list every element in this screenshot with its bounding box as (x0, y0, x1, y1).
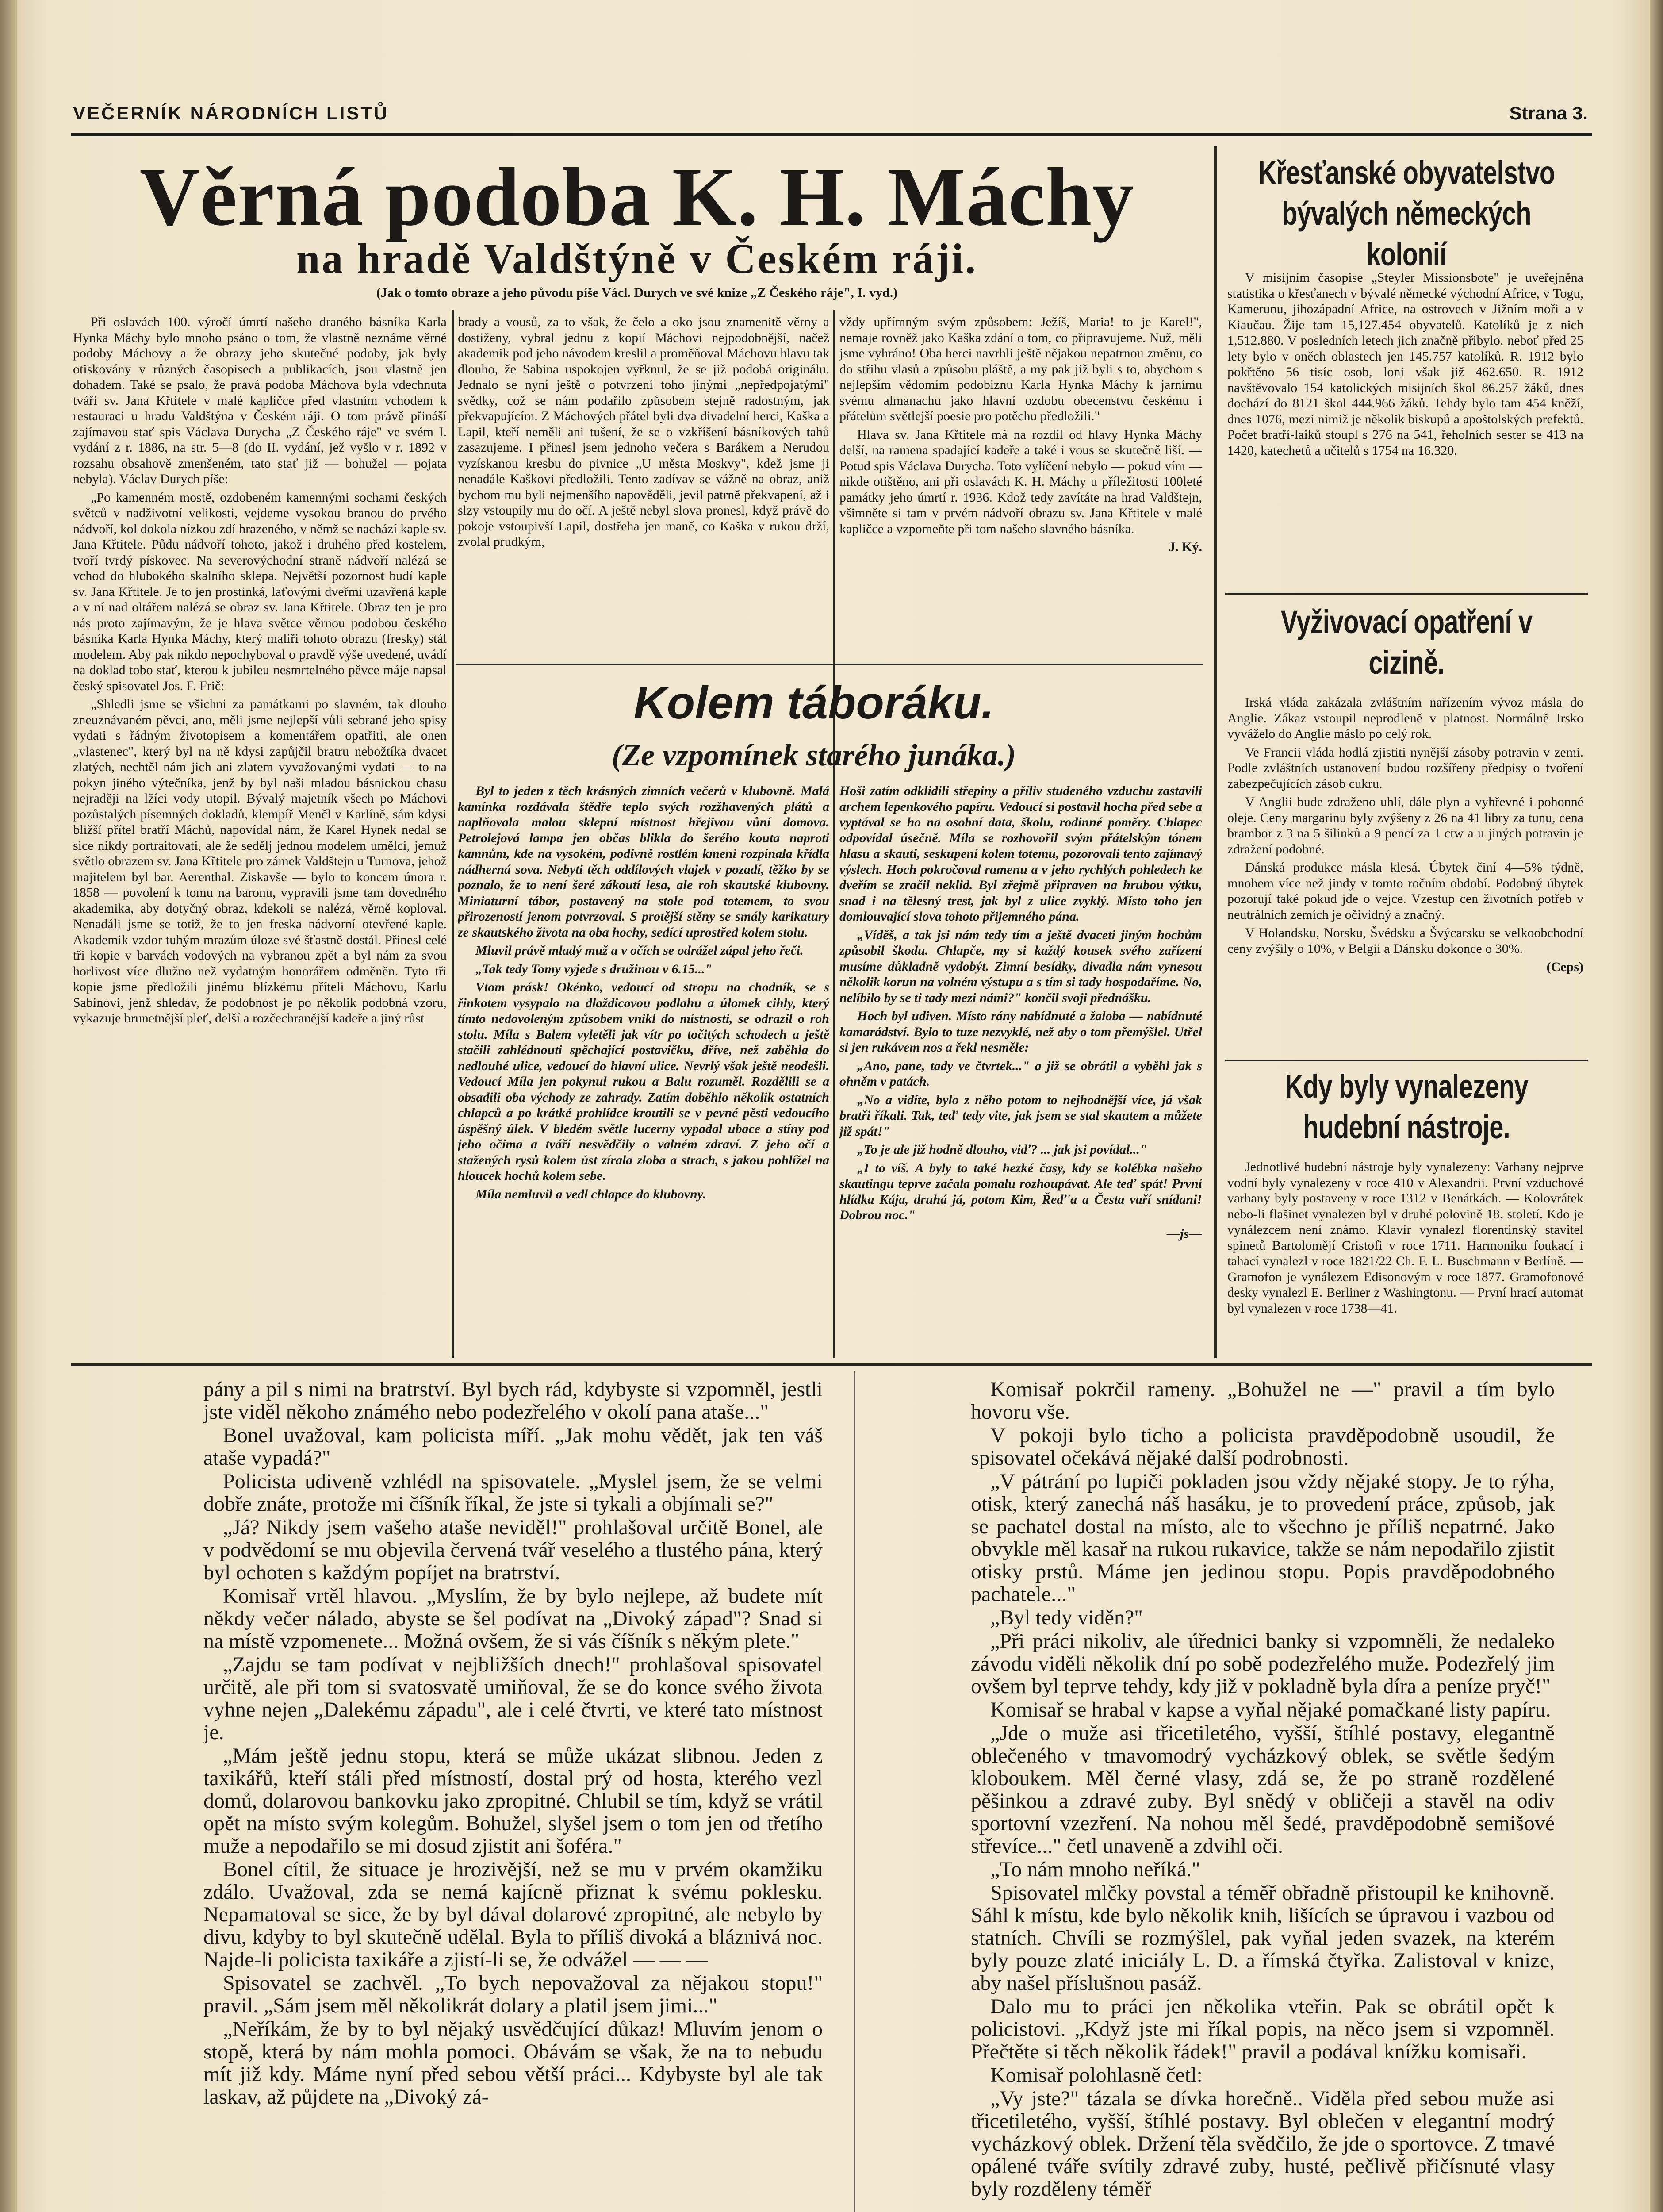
campfire-column-2 (839, 783, 1202, 1358)
news-source: (Ceps) (1546, 960, 1583, 974)
section-rule (456, 664, 1203, 665)
section-rule (1225, 1060, 1588, 1061)
paragraph: Dánská produkce másla klesá. Úbytek činí 4—5% týdně, mnohem více než jindy v tomto ročním období. Podobný úbytek pozorují také pokud jde o vejce. Vzestup cen životních potřeb v neutrálních zemích je očividný a značný. (1227, 860, 1583, 922)
paragraph: „Ano, pane, tady ve čtvrtek..." a již se obrátil a vyběhl jak s ohněm v patách. (839, 1058, 1202, 1089)
paragraph: „V pátrání po lupiči pokladen jsou vždy nějaké stopy. Je to rýha, otisk, který zanechá náš hasáku, je to provedení práce, způsob, jak se pachatel dostal na místo, ale to všechno je příliš nepatrné. Jako obvykle měl kasař na rukou rukavice, takže se nám nepodařilo zjistit otisky prstů. Máme jen jedinou stopu. Popis pravděpodobného pachatele..." (971, 1470, 1555, 1606)
header-rule (71, 133, 1592, 136)
paragraph: „Jde o muže asi třicetiletého, vyšší, štíhlé postavy, elegantně oblečeného v tmavomodrý vycházkový oblek, se světle šedým kloboukem. Měl černé vlasy, zdá se, že po straně rozdělené pěšinkou a zdravé zuby. Byl snědý v obličeji a stavěl na odiv sportovní vzezření. Na nohou měl šedé, pravděpodobně semišové střevíce..." četl unaveně a zdvihl oči. (971, 1721, 1555, 1858)
paragraph: „Zajdu se tam podívat v nejbližších dnech!" prohlašoval spisovatel určitě, ale při tom si svatosvatě umiňoval, že se do konce svého života vyhne nejen „Dalekému západu", ale i celé čtvrti, ve které tato místnost je. (203, 1653, 823, 1744)
paragraph: „To je ale již hodně dlouho, viď? ... jak jsi povídal..." (857, 1142, 1147, 1157)
article-signature: —js— (1166, 1226, 1202, 1241)
paragraph: V Anglii bude zdraženo uhlí, dále plyn a vyhřevné i pohonné oleje. Ceny margarinu byly zvýšeny z 26 na 41 libry za tunu, cena brambor z 3 na 5 šilinků a 9 pencí za 1 ctw a u jiných potravin je zdražení podobné. (1227, 795, 1583, 856)
paragraph: „Vy jste?" tázala se dívka horečně.. Viděla před sebou muže asi třicetiletého, vyšší, štíhlé postavy. Byl oblečen v elegantní modrý vycházkový oblek. Držení těla svědčilo, že jde o sportovce. Z tmavé opálené tváře svítily zdravé zuby, husté, pečlivě přičísnuté vlasy byly rozděleny téměř (971, 2087, 1555, 2200)
page-label: Strana 3. (1509, 103, 1588, 123)
paragraph: Vtom prásk! Okénko, vedoucí od stropu na chodník, se s řinkotem vysypalo na dlaždicovou podlahu a úlomek cihly, který tímto nedovoleným způsobem vnikl do místnosti, se odrazil o roh stolu. Míla s Balem vyletěli jak vítr po točitých schodech a ještě stačili zahlédnouti spěchající postavičku, dříve, než zaběhla do nedlouhé ulice, vedoucí do hlavní ulice. Nevrlý však ještě neodešli. Vedoucí Míla jen pokynul rukou a Balu rozuměl. Rozdělili se a obsadili oba východy ze zahrady. Zatím doběhlo několik ostatních chlapců a po krátké prohlídce kroutili se v pevné pěsti vedoucího úspěšný úlek. V bledém světle lucerny vypadal ubace a stíny pod jeho očima a tváří nesvědčily o valném zdraví. Z jeho očí a stažených rysů kolem úst zírala zloba a strach, s jakou pohlížel na hloucek hochů kolem sebe. (458, 980, 829, 1183)
column-rule (833, 310, 835, 1358)
christians-title: Křesťanské obyvatelstvo bývalých německých kolonií (1258, 154, 1555, 273)
macha-column-1 (73, 314, 447, 1305)
page-edge-right (1650, 0, 1663, 2212)
macha-column-2 (458, 314, 829, 659)
paragraph: Policista udiveně vzhlédl na spisovatele. „Myslel jsem, že se velmi dobře znáte, protože mi číšník říkal, že jste si tykali a objímali se?" (203, 1470, 823, 1516)
paragraph: „I to víš. A byly to také hezké časy, kdy se kolébka našeho skautingu teprve začala pomalu rozhoupávat. Ale teď spát! První hlídka Kája, druhá já, potom Kim, Řeď'a a Česta vaří snídani! Dobrou noc." (839, 1160, 1202, 1222)
paragraph: V pokoji bylo ticho a policista pravděpodobně usoudil, že spisovatel očekává nějaké další podrobnosti. (971, 1424, 1555, 1470)
paper-name: VEČERNÍK NÁRODNÍCH LISTŮ (73, 103, 389, 123)
article-title: Věrná podoba K. H. Máchy (139, 150, 1134, 243)
paragraph: Spisovatel se zachvěl. „To bych nepovažoval za nějakou stopu!" pravil. „Sám jsem měl několikrát dolary a platil jsem jimi..." (203, 1971, 823, 2017)
paragraph: „Shledli jsme se všichni za památkami po slavném, tak dlouho zneuznávaném pěvci, ano, měli jsme nejlepší vůli sebrané jeho spisy vydati s řádným životopisem a komentářem opatřiti, ale onen „vlastenec", který byl na ně kdysi zapůjčil bratru nebožtíka dvacet zlatých, nechtěl nám jich ani zlatem vyvažovanými vydati — to na pokyn jiného výtečníka, jenž by byl naši mladou básnickou chasu nejraději na lžíci vody utopil. Bývalý majetník všech po Máchovi pozůstalých písemných dokladů, klempíř Menčl v Karlíně, sám kdysi bližší přítel bratří Máchů, napovídal nám, že Karel Hynek nedal se sice nikdy portraitovati, ale že sedělj jednou modelem umělci, jemuž světlo obrazem sv. Jana Křtitele pro zámek Valdštejn u Turnova, jehož majitelem byl bar. Aerenthal. Ziskavše — bylo to koncem února r. 1858 — povolení k tomu na baronu, vypravili jsme tam dovedného akademika, aby dotyčný obraz, kdekoli se nalézá, věrně koploval. Nenadáli jsme se totiž, že to jen freska nádvorní otevřené kaple. Akademik vzdor tuhým mrazům úloze své šťastně dostál. Přinesl celé tři kopie v barvách vodových na vybranou zpět a byl nám za svou horlivost více dlužno než vydatným honorářem odměněn. Tyto tři kopie jsme předložili jinému blízkému příteli Máchovu, Karlu Sabinovi, jenž shledav, že podobnost je po několik podobná vzoru, vykazuje brunetnější pleť, delší a rozčechranější kadeře a jiný růst (73, 697, 447, 1025)
story-page-left (203, 1378, 823, 2212)
macha-column-3 (839, 314, 1202, 659)
paragraph: „Byl tedy viděn?" (990, 1606, 1143, 1629)
paragraph: Hoch byl udiven. Místo rány nabídnuté a žaloba — nabídnuté kamarádství. Bylo to tuze nezvyklé, než aby o tom přemýšlel. Utřel si jen rukávem nos a řekl nesměle: (839, 1009, 1202, 1055)
food-body (1227, 695, 1583, 1057)
paragraph: „Po kamenném mostě, ozdobeném kamennými sochami českých světců v nadživotní velikosti, vejdeme vysokou branou do prvého nádvoří, kol dokola nízkou zdí hrazeného, v němž se nachází kaple sv. Jana Křtitele. Půdu nádvoří tohoto, jakož i druhého před kostelem, tvoří tvrdý pískovec. Na severovýchodní straně nádvoří nalézá se vchod do hlubokého skalního sklepa. Největší pozornost budí kaple sv. Jana Křtitele. Je to jen prostinká, laťovými dveřmi uzavřená kaple a v ní nad oltářem nalézá se obraz sv. Jana Křtitele. Obraz ten je pro nás proto zajímavým, že je hlava světce věrnou podobou českého básníka Karla Hynka Máchy, který maliři tohoto obrazu (fresky) stál modelem. Aby pak nikdo nepochyboval o pravdě výše uvedené, uvádí na doklad tobo stať, kterou k jubileu nesmrtelného pěvce máje napsal český spisovatel Jos. F. Frič: (73, 490, 447, 693)
paragraph: „To nám mnoho neříká." (990, 1858, 1200, 1881)
page-edge-left (0, 0, 17, 2212)
instruments-title: Kdy byly vynalezeny hudební nástroje. (1285, 1068, 1528, 1145)
sidebar-rule (1214, 146, 1217, 1358)
paragraph: Jednotlivé hudební nástroje byly vynalezeny: Varhany nejprve vodní byly vynalezeny v roce 410 v Alexandrii. První vzduchové varhany byly postaveny v roce 1312 v Benátkách. — Kolovrátek nebo-li flašinet vynalezen byl v druhé polovině 18. století. Kdo je vynálezcem není známo. Klavír vynalezl florentinský stavitel spinetů Bartolomějí Cristofi v roce 1711. Harmoniku foukací i tahací vynalezl v roce 1821/22 Ch. F. L. Buschmann v Berlíně. — Gramofon je vynálezem Edisonovým v roce 1877. Gramofonové desky vynalezl E. Berliner z Washingtonu. — První hrací automat byl vynalezen v roce 1738—41. (1227, 1160, 1583, 1316)
paragraph: Byl to jeden z těch krásných zimních večerů v klubovně. Malá kamínka rozdávala štědře teplo svých rozžhavených plátů a naplňovala malou sklepní místnost hřejivou vůní domova. Petrolejová lampa jen občas blikla do šerého kouta naproti kamnům, kde na vysokém, podivně rostlém kmeni rozpínala křídla nádherná sova. Nebyti těch oddílových vlajek v pozadí, těžko by se poznalo, že to není šeré zákoutí lesa, ale roh skautské klubovny. Miniaturní tábor, postavený na stole pod totemem, to svou přirozeností jenom potvrzoval. S protější stěny se smály karikatury ze skautského života na oba hochy, sedící uprostřed kolem stolu. (458, 783, 829, 940)
paragraph: Komisař polohlasně četl: (990, 2063, 1203, 2087)
paragraph: V misijním časopise „Steyler Missionsbote" je uveřejněna statistika o křesťanech v bývalé německé východní Africe, v Togu, Kamerunu, jihozápadní Africe, na ostrovech v Jižním moři a v Kiaučau. Žije tam 15,127.454 obyvatelů. Katolíků je z nich 1,512.880. V posledních letech jich značně přibylo, neboť před 25 lety bylo v oněch oblastech jen 145.757 katolíků. R. 1912 bylo pokřtěno 56 tisíc osob, loni však již 462.650. R. 1912 navštěvovalo 154 katolických misijních škol 86.257 žáků, dnes dochází do 8121 škol 444.966 žáků. Tehdy bylo tam 454 kněží, dnes 1076, mezi nimiž je několik biskupů a apoštolských prefektů. Počet bratří-laiků stoupl s 276 na 541, řeholních sester se 413 na 1420, katechetů a učitelů s 1754 na 16.320. (1227, 270, 1583, 458)
paragraph: Mluvil právě mladý muž a v očích se odrážel zápal jeho řeči. (475, 943, 804, 958)
paragraph: Míla nemluvil a vedl chlapce do klubovny. (475, 1187, 706, 1202)
campfire-column-1 (458, 783, 829, 1358)
paragraph: V Holandsku, Norsku, Švédsku a Švýcarsku se velkoobchodní ceny zvýšily o 10%, v Belgii a Dánsku dokonce o 30%. (1227, 926, 1583, 956)
paragraph: „Neříkám, že by to byl nějaký usvědčující důkaz! Mluvím jenom o stopě, která by nám mohla pomoci. Obávám se však, že na to nebudu mít již kdy. Máme nyní před sebou větší práci... Kdybyste byl ale tak laskav, až půjdete na „Divoký zá- (203, 2017, 823, 2108)
section-rule (1225, 593, 1588, 595)
paragraph: Bonel uvažoval, kam policista míří. „Jak mohu vědět, jak ten váš ataše vypadá?" (203, 1424, 823, 1470)
paragraph: Komisař pokrčil rameny. „Bohužel ne —" pravil a tím bylo hovoru vše. (971, 1378, 1555, 1424)
paragraph: Komisař vrtěl hlavou. „Myslím, že by bylo nejlepe, až budete mít někdy večer nálado, abyste se šel podívat na „Divoký západ"? Snad si na místě vzpomenete... Možná ovšem, že si vás číšník s někým plete." (203, 1584, 823, 1653)
paragraph: „Tak tedy Tomy vyjede s družinou v 6.15..." (475, 961, 713, 976)
paragraph: Bonel cítil, že situace je hrozivější, než se mu v prvém okamžiku zdálo. Uvažoval, zda se nemá kajícně přiznat k svému poklesku. Nepamatoval se sice, že by byl dával dolarové zpropitné, ale nebylo by divu, kdyby to byl skutečně udělal. Byla to příliš divoká a bláznivá noc. Najde-li policista taxikáře a zjistí-li se, že odvážel — — — (203, 1858, 823, 1971)
paragraph: Spisovatel mlčky povstal a téměř obřadně přistoupil ke knihovně. Sáhl k místu, kde bylo několik knih, lišících se úpravou i vazbou od statních. Chvíli se rozmýšlel, pak vyňal jeden svazek, na kterém byly pouze zlaté iniciály L. D. a římská čtyřka. Zalistoval v knize, aby našel příslušnou pasáž. (971, 1881, 1555, 1995)
article-byline: (Jak o tomto obraze a jeho původu píše Václ. Durych ve své knize „Z Českého ráje", I. vyd.) (376, 285, 898, 300)
article-subtitle: na hradě Valdštýně v Českém ráji. (296, 235, 978, 282)
gutter-rule (854, 1371, 855, 2212)
paragraph: „No a vidíte, bylo z něho potom to nejhodnější více, já však bratři říkali. Tak, teď tedy vite, jak jsem se stal skautem a můžete již spát!" (839, 1092, 1202, 1139)
paragraph: Hlava sv. Jana Křtitele má na rozdíl od hlavy Hynka Máchy delší, na ramena spadající kadeře a také i vous se skutečně liší. — Potud spis Václava Durycha. Toto vylíčení nebylo — pokud vím — nikde otištěno, ani při oslavách K. H. Máchy u příležitosti 100leté památky jeho úmrtí r. 1936. Kdož tedy zavítáte na hrad Valdštejn, všimněte si tam v prvém nádvoří obrazu sv. Jana Křtitele v malé kapličce a vzpomeňte při tom našeho slavného básníka. (839, 427, 1202, 536)
story-page-right (971, 1378, 1555, 2212)
article-signature: J. Ký. (1169, 540, 1202, 554)
paragraph: brady a vousů, za to však, že čelo a oko jsou znamenitě věrny a dostiženy, vybral jednu z kopií Máchovi nejpodobnější, načež akademik pod jeho návodem kreslil a proměňoval Máchovu hlavu tak dlouho, že Sabina uspokojen vyřknul, že se již podobá originálu. Jednalo se nyní ještě o potvrzení toho jinými „nepředpojatými" svědky, což se nám podařilo způsobem stejně radostným, jak překvapujícím. Z Máchových přátel byli dva divadelní herci, Kaška a Lapil, kteří neměli ani tušení, že se o vzkříšení básníkových tahů zasazujeme. I přinesl jsem jednoho večera s Barákem a Nerudou vyzískanou kresbu do pivnice „U města Moskvy", kdež jsme ji nenadále Kaškovi předložili. Tento zadívav se vážně na obraz, aniž bychom mu byli nejmenšího napověděli, jevil patrně překvapení, až i slzy vstoupily mu do očí. A ještě nebyl slova pronesl, když právě do pokoje vstoupivší Lapil, dostřeha jen maně, co Kaška v rukou drží, zvolal prudkým, (458, 315, 829, 549)
paragraph: pány a pil s nimi na bratrství. Byl bych rád, kdybyste si vzpomněl, jestli jste viděl někoho známého nebo podezřelého v okolí pana ataše..." (203, 1378, 823, 1424)
paragraph: Irská vláda zakázala zvláštním nařízením vývoz másla do Anglie. Zákaz vstoupil neprodleně v platnost. Normálně Irsko vyváželo do Anglie máslo po celý rok. (1227, 695, 1583, 741)
paragraph: „Mám ještě jednu stopu, která se může ukázat slibnou. Jeden z taxikářů, kteří stáli před místností, dostal prý od hosta, kterého vezl domů, dolarovou bankovku jako zpropitné. Chlubil se tím, když se vrátil opět na místo svým kolegům. Bohužel, slyšel jsem o tom jen od třetího muže a nepodařilo se mi dosud zjistit ani šoféra." (203, 1744, 823, 1858)
paragraph: Ve Francii vláda hodlá zjistiti nynější zásoby potravin v zemi. Podle zvláštních ustanovení budou rozšířeny předpisy o tvoření zabezpečujících zásob cukru. (1227, 745, 1583, 791)
instruments-body (1227, 1159, 1583, 1358)
paragraph: Hoši zatím odklidili střepiny a příliv studeného vzduchu zastavili archem lepenkového papíru. Vedoucí si postavil hocha před sebe a vyptával se ho na osobní data, školu, rodinné poměry. Chlapec odpovídal úsečně. Míla se rozhovořil svým přátelským tónem hlasu a skauti, seskupení kolem totemu, pozorovali tento zajímavý výslech. Hoch pokročoval ramenu a v jeho rychlých pohledech ke dveřím se zračil neklid. Byl zřejmě připraven na hrubou výtku, snad i na tělesný trest, jak byl z ulice zvyklý. Místo toho jen domlouvající slova tohoto přijemného pána. (839, 783, 1202, 924)
paragraph: vždy upřímným svým způsobem: Ježíš, Maria! to je Karel!", nemaje rovněž jako Kaška zdání o tom, co připravujeme. Nuž, měli jsme vyhráno! Oba herci navrhli ještě nějakou nepatrnou změnu, co do střihu vlasů a způsobu pláště, a my pak již byli s to, abychom s nejlepším vědomím podobiznu Karla Hynka Máchy k jarnímu svému almanachu jako hlavní ozdobu obecenstvu českému i přátelům světlejší poesie pro potěchu předložili." (839, 315, 1202, 423)
paragraph: Dalo mu to práci jen několika vteřin. Pak se obrátil opět k policistovi. „Když jste mi říkal popis, na něco jsem si vzpomněl. Přečtěte si těch několik řádek!" pravil a podával knížku komisaři. (971, 1995, 1555, 2063)
food-title: Vyživovací opatření v cizině. (1280, 603, 1533, 681)
campfire-title: Kolem táboráku. (633, 677, 994, 729)
campfire-subtitle: (Ze vzpomínek starého junáka.) (612, 738, 1016, 772)
paragraph: Komisař se hrabal v kapse a vyňal nějaké pomačkané listy papíru. (990, 1698, 1551, 1721)
column-rule (452, 310, 454, 1358)
fold-rule (71, 1363, 1592, 1366)
paragraph: „Víděš, a tak jsi nám tedy tím a ještě dvaceti jiným hochům způsobil škodu. Chlapče, my si každý kousek svého zařízení musíme důkladně vydobýt. Zimní besídky, divadla nám vynesou několik korun na volném výstupu a s tím si tady hospodaříme. No, nelíbilo by se ti tady mezi námi?" končil svoji přednášku. (839, 927, 1202, 1005)
paragraph: „Já? Nikdy jsem vašeho ataše neviděl!" prohlašoval určitě Bonel, ale v podvědomí se mu objevila červená tvář veselého a tlustého pána, který byl ochoten s každým popíjet na bratrství. (203, 1516, 823, 1584)
christians-body (1227, 270, 1583, 588)
paragraph: Při oslavách 100. výročí úmrtí našeho draného básníka Karla Hynka Máchy bylo mnoho psáno o tom, že vlastně neznáme věrné podoby Máchovy a že obrazy jeho skutečné podoby, jak byly otiskovány v různých časopisech a publikacích, jsou vlastně jen dohadem. Také se psalo, že pravá podoba Máchova byla vdechnuta tváři sv. Jana Křtitele v malé kapličce před vlastním vchodem k restauraci u hradu Valdštýna v Českém ráji. O tom právě přináší zajímavou stať spis Václava Durycha „Z Českého ráje" ve svém I. vydání z r. 1886, na str. 5—8 (do II. vydání, jež vyšlo v r. 1892 v rozsahu obsahově zmenšeném, tato stať již — bohužel — pojata nebyla). Václav Durych píše: (73, 315, 447, 486)
paragraph: „Při práci nikoliv, ale úřednici banky si vzpomněli, že nedaleko závodu viděli několik dní po sobě podezřelého muže. Podezřelý jim ovšem byl teprve tehdy, kdy již v pokladně byla díra a peníze pryč!" (971, 1629, 1555, 1698)
